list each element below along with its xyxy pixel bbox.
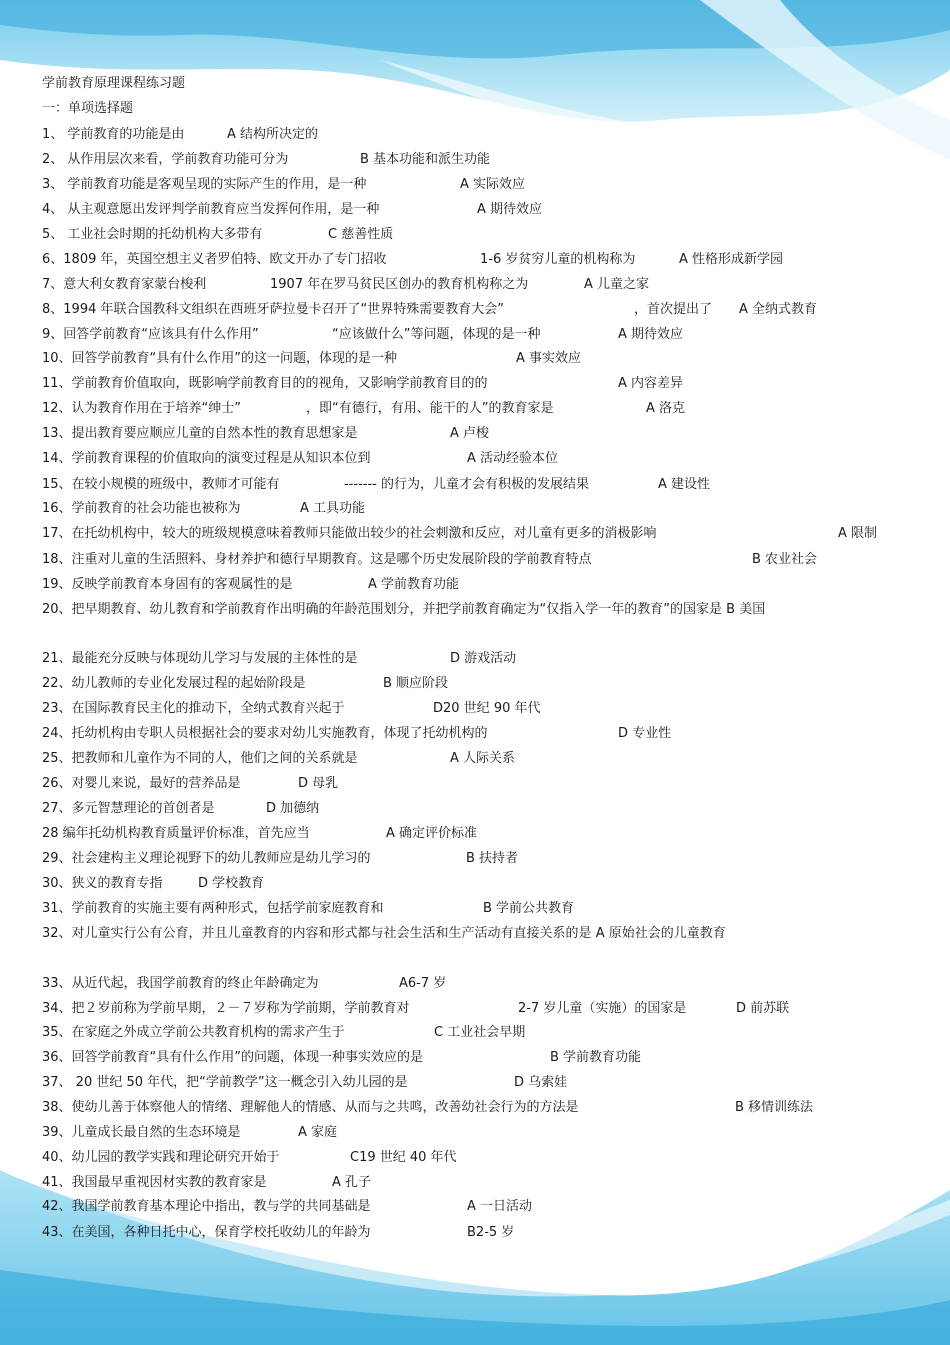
question-item: 39、儿童成长最自然的生态环境是 A 家庭: [42, 1125, 338, 1140]
question-item: 40、幼儿园的教学实践和理论研究开始于 C19 世纪 40 年代: [42, 1150, 457, 1165]
question-item: 15、在较小规模的班级中，教师才可能有 ------- 的行为，儿童才会有积极的发展结果 A 建设性: [42, 477, 711, 492]
question-item: 14、学前教育课程的价值取向的演变过程是从知识本位到 A 活动经验本位: [42, 451, 559, 466]
question-item: 24、托幼机构由专职人员根据社会的要求对幼儿实施教育，体现了托幼机构的 D 专业性: [42, 726, 672, 741]
question-item: 4、 从主观意愿出发评判学前教育应当发挥何作用，是一种 A 期待效应: [42, 202, 543, 217]
document-title: 学前教育原理课程练习题: [42, 76, 186, 91]
question-item: 37、 20 世纪 50 年代，把“学前教学”这一概念引入幼儿园的是 D 乌索娃: [42, 1075, 568, 1090]
question-item: 38、使幼儿善于体察他人的情绪、理解他人的情感、从而与之共鸣，改善幼社会行为的方法是 B 移情训练法: [42, 1100, 814, 1115]
question-item: 33、从近代起，我国学前教育的终止年龄确定为 A6-7 岁: [42, 976, 447, 991]
question-item: 22、幼儿教师的专业化发展过程的起始阶段是 B 顺应阶段: [42, 676, 449, 691]
question-item: 28 编年托幼机构教育质量评价标准，首先应当 A 确定评价标准: [42, 826, 478, 841]
question-item: 18、注重对儿童的生活照料、身材养护和德行早期教育。这是哪个历史发展阶段的学前教育特点 B 农业社会: [42, 552, 818, 567]
question-item: 11、学前教育价值取向，既影响学前教育目的的视角，又影响学前教育目的的 A 内容差异: [42, 376, 684, 391]
section-heading: 一：单项选择题: [42, 101, 134, 116]
question-item: 6、1809 年，英国空想主义者罗伯特、欧文开办了专门招收 1-6 岁贫穷儿童的机构称为 A 性格形成新学园: [42, 252, 784, 267]
question-item: 43、在美国，各种日托中心，保育学校托收幼儿的年龄为 B2-5 岁: [42, 1225, 515, 1240]
question-item: 30、狭义的教育专指 D 学校教育: [42, 876, 265, 891]
question-item: 26、对婴儿来说，最好的营养品是 D 母乳: [42, 776, 339, 791]
question-item: 21、最能充分反映与体现幼儿学习与发展的主体性的是 D 游戏活动: [42, 651, 517, 666]
question-item: 23、在国际教育民主化的推动下，全纳式教育兴起于 D20 世纪 90 年代: [42, 701, 541, 716]
question-item: 27、多元智慧理论的首创者是 D 加德纳: [42, 801, 320, 816]
question-item: 41、我国最早重视因材实教的教育家是 A 孔子: [42, 1175, 372, 1190]
question-item: 34、把２岁前称为学前早期，２－７岁称为学前期，学前教育对 2-7 岁儿童（实施）的国家是 D 前苏联: [42, 1001, 790, 1016]
question-item: 2、 从作用层次来看，学前教育功能可分为 B 基本功能和派生功能: [42, 152, 491, 167]
question-item: 31、学前教育的实施主要有两种形式，包括学前家庭教育和 B 学前公共教育: [42, 901, 575, 916]
question-item: 42、我国学前教育基本理论中指出，教与学的共同基础是 A 一日活动: [42, 1199, 533, 1214]
question-item: 8、1994 年联合国教科文组织在西班牙萨拉曼卡召开了“世界特殊需要教育大会” ，首次提出了 A 全纳式教育: [42, 302, 818, 317]
question-item: 5、 工业社会时期的托幼机构大多带有 C 慈善性质: [42, 227, 394, 242]
question-item: 35、在家庭之外成立学前公共教育机构的需求产生于 C 工业社会早期: [42, 1025, 526, 1040]
question-item: 17、在托幼机构中，较大的班级规模意味着教师只能做出较少的社会刺激和反应，对儿童有更多的消极影响 A 限制: [42, 526, 878, 541]
question-item: 36、回答学前教育“具有什么作用”的问题，体现一种事实效应的是 B 学前教育功能: [42, 1050, 642, 1065]
question-item: 19、反映学前教育本身固有的客观属性的是 A 学前教育功能: [42, 577, 460, 592]
question-item: 3、 学前教育功能是客观呈现的实际产生的作用，是一种 A 实际效应: [42, 177, 526, 192]
question-item: 10、回答学前教育“具有什么作用”的这一问题，体现的是一种 A 事实效应: [42, 351, 582, 366]
question-item: 1、 学前教育的功能是由 A 结构所决定的: [42, 127, 319, 142]
question-item: 12、认为教育作用在于培养“绅士” ，即“有德行，有用、能干的人”的教育家是 A 洛克: [42, 401, 686, 416]
question-item: 29、社会建构主义理论视野下的幼儿教师应是幼儿学习的 B 扶持者: [42, 851, 519, 866]
question-item: 32、对儿童实行公有公育，并且儿童教育的内容和形式都与社会生活和生产活动有直接关系的是 A 原始社会的儿童教育: [42, 926, 726, 941]
question-item: 16、学前教育的社会功能也被称为 A 工具功能: [42, 501, 366, 516]
question-item: 9、回答学前教育“应该具有什么作用” “应该做什么”等问题，体现的是一种 A 期待效应: [42, 327, 684, 342]
question-item: 20、把早期教育、幼儿教育和学前教育作出明确的年龄范围划分，并把学前教育确定为“仅指入学一年的教育”的国家是 B 美国: [42, 602, 766, 617]
question-item: 25、把教师和儿童作为不同的人，他们之间的关系就是 A 人际关系: [42, 751, 516, 766]
question-item: 13、提出教育要应顺应儿童的自然本性的教育思想家是 A 卢梭: [42, 426, 490, 441]
question-item: 7、意大利女教育家蒙台梭利 1907 年在罗马贫民区创办的教育机构称之为 A 儿童之家: [42, 277, 650, 292]
